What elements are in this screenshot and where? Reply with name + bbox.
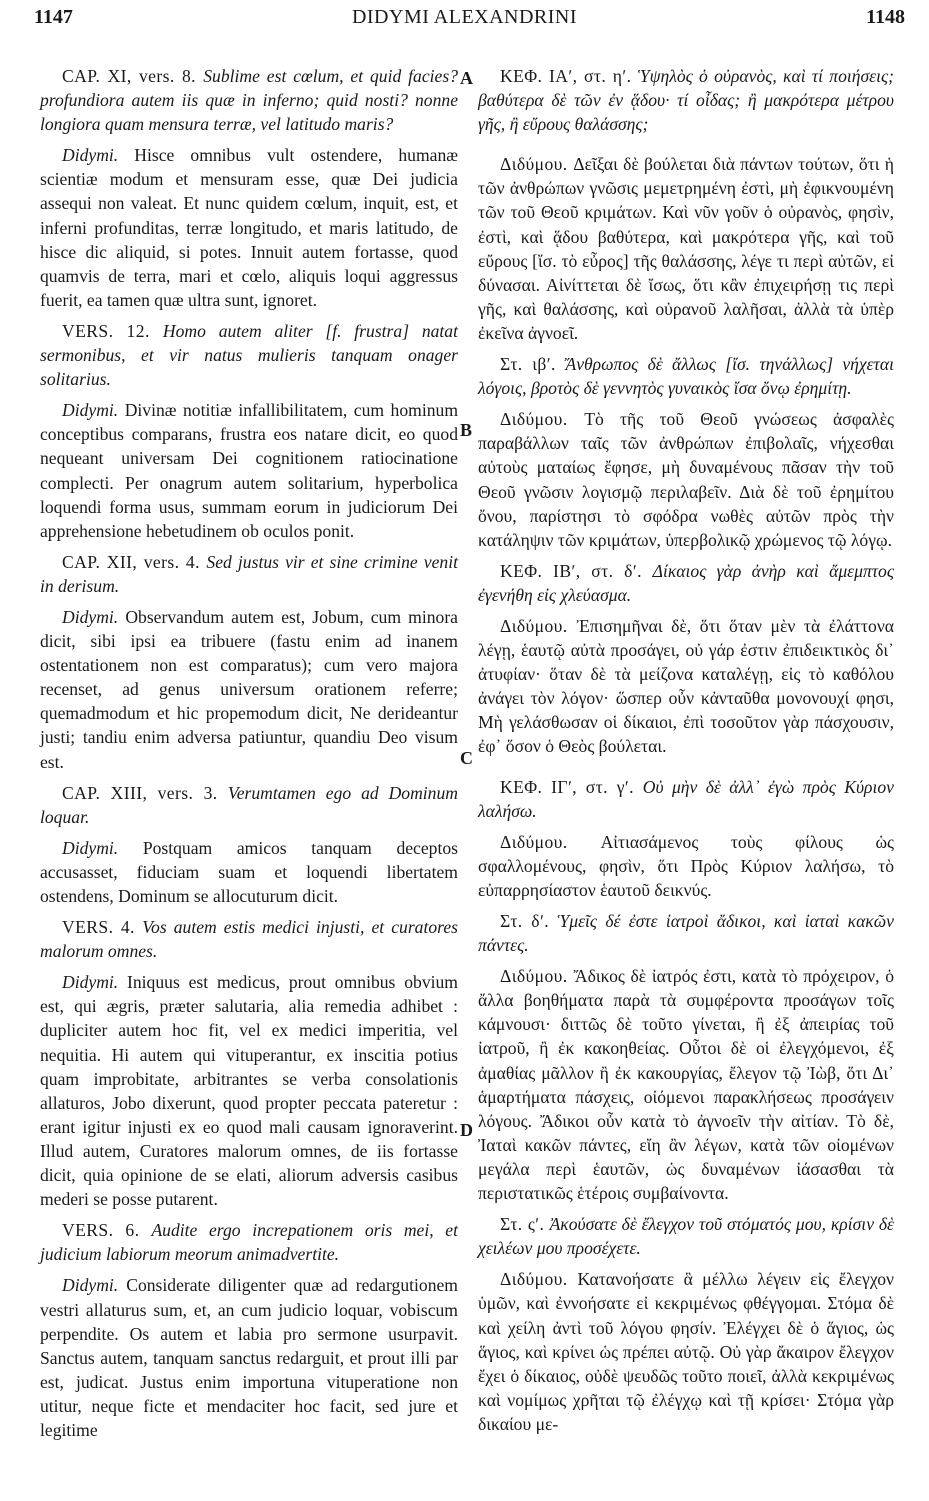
margin-letter-c: C bbox=[460, 748, 473, 768]
paragraph-lead: Διδύμου. bbox=[500, 831, 601, 852]
paragraph-body: Sublime est cœlum, et quid facies? profundiora autem iis quæ in inferno; quid nosti? nonne longiora quam mensura terræ, vel latitudo maris? bbox=[40, 66, 458, 135]
paragraph bbox=[40, 143, 458, 312]
paragraph bbox=[40, 781, 458, 829]
paragraph-lead: Στ. ςʹ. bbox=[500, 1214, 550, 1235]
paragraph-body: Ἄνθρωπος δὲ ἄλλως [ἴσ. τηνάλλως] νήχεται λόγοις, βροτὸς δὲ γεννητὸς γυναικὸς ἴσα ὄνῳ ἐρημίτῃ. bbox=[478, 354, 894, 399]
running-title: DIDYMI ALEXANDRINI bbox=[351, 6, 578, 28]
paragraph bbox=[478, 352, 894, 400]
paragraph bbox=[40, 970, 458, 1211]
paragraph-lead: Στ. δʹ. bbox=[500, 911, 558, 931]
paragraph bbox=[478, 614, 894, 759]
paragraph bbox=[478, 152, 894, 345]
paragraph-lead: Didymi. bbox=[62, 837, 143, 858]
paragraph bbox=[40, 319, 458, 391]
paragraph bbox=[478, 830, 894, 902]
paragraph-body: Iniquus est medicus, prout omnibus obvium est, qui ægris, præter salutaria, alia remedia adhibet : dupliciter autem hoc fit, vel ex medici imperitia, vel nequitia. Hi autem qui vituperantur, ex inscitia potius quam improbitate, arbitrantes se verba consolationis allaturos, Jobo dixerunt, quod propter peccata pateretur : erant igitur injusti ex eo quod mali causam ignoraverint. Illud autem, Curatores malorum omnes, de iis fortasse dicit, quia opinione de se elati, aliorum adversis casibus mederi se posse putarent. bbox=[40, 972, 458, 1210]
margin-letter-a: A bbox=[460, 68, 473, 88]
paragraph-lead: Διδύμου. bbox=[500, 966, 574, 987]
paragraph-lead: VERS. 12. bbox=[62, 320, 163, 341]
paragraph-body: Observandum autem est, Jobum, cum minora dicit, sibi ipsi ea tribuere (fastu enim ad inanem ostentationem non est comparatus); cum vero majora recenset, ad genus universum orationem referre; quemadmodum et hic propemodum dicit, Ne derideantur justi; tandiu enim adversa patiuntur, quandiu Deo visum est. bbox=[40, 606, 458, 772]
margin-letter-b: B bbox=[460, 420, 473, 440]
paragraph bbox=[40, 550, 458, 598]
paragraph-body: Considerate diligenter quæ ad redargutionem vestri allaturus sum, et, an cum judicio loquar, vobiscum perpendite. Os autem et labia pro sermone usurpavit. Sanctus autem, tanquam sanctus redarguit, et prout illi par est, judicat. Justus enim importuna vituperatione non utitur, neque ficte et mendaciter hoc facit, sed jure et legitime bbox=[40, 1275, 458, 1440]
paragraph-lead: ΚΕΦ. ΙΑʹ, στ. ηʹ. bbox=[500, 66, 639, 86]
margin-letter-d: D bbox=[460, 1120, 473, 1140]
paragraph-lead: CAP. XIII, vers. 3. bbox=[62, 782, 228, 803]
paragraph-body: Divinæ notitiæ infallibilitatem, cum hominum conceptibus comparans, frustra eos natare dicit, eo quod nequeant universam Dei cognitionem ratiocinatione complecti. Per onagrum autem solitarium, hyperbolica loquendi forma usus, summam eorum in judiciorum Dei apprehensione hebetudinem ob oculos ponit. bbox=[40, 400, 459, 541]
paragraph-body: Ὑψηλὸς ὁ οὐρανὸς, καὶ τί ποιήσεις; βαθύτερα δὲ τῶν ἐν ᾅδου· τί οἶδας; ἢ μακρότερα μέτρου γῆς, ἢ εὔρους θαλάσσης; bbox=[478, 66, 894, 135]
paragraph-body: Audite ergo increpationem oris mei, et judicium labiorum meorum animadvertite. bbox=[40, 1220, 458, 1265]
page-number-left: 1147 bbox=[34, 6, 73, 28]
paragraph-lead: Didymi. bbox=[62, 972, 128, 993]
paragraph bbox=[478, 775, 894, 823]
paragraph-lead: CAP. XII, vers. 4. bbox=[62, 551, 207, 572]
paragraph-lead: Διδύμου. bbox=[500, 1269, 578, 1290]
paragraph bbox=[478, 964, 894, 1205]
paragraph-lead: ΚΕΦ. ΙΒʹ, στ. δʹ. bbox=[500, 560, 653, 581]
paragraph bbox=[478, 64, 894, 136]
paragraph-body: Ἀκούσατε δὲ ἔλεγχον τοῦ στόματός μου, κρίσιν δὲ χειλέων μου προσέχετε. bbox=[478, 1214, 894, 1259]
latin-column bbox=[40, 64, 458, 1449]
paragraph-body: Ἐπισημῆναι δὲ, ὅτι ὅταν μὲν τὰ ἐλάττονα λέγῃ, ἑαυτῷ αὐτὰ προσάγει, οὐ γάρ ἐστιν ἐπιδεικτικὸς δι᾽ ἀτυφίαν· ὅταν δὲ τὰ μείζονα καταλέγῃ, εἰς τὸ καθόλου ἀνάγει τὸν λόγον· ὥσπερ οὖν κἀνταῦθα μονονουχί φησι, Μὴ γελάσθωσαν οἱ δίκαιοι, ἐπὶ τοσοῦτον γὰρ πάσχουσιν, ἐφ᾽ ὅσον ὁ Θεὸς βούλεται. bbox=[478, 615, 894, 757]
paragraph-lead: Διδύμου. bbox=[500, 154, 574, 175]
paragraph bbox=[478, 407, 894, 552]
paragraph-lead: Didymi. bbox=[62, 400, 125, 421]
paragraph-body: Δεῖξαι δὲ βούλεται διὰ πάντων τούτων, ὅτι ἡ τῶν ἀνθρώπων γνῶσις μεμετρημένη ἐστὶ, μὴ ἐφικνουμένη τῶν τοῦ Θεοῦ κριμάτων. Καὶ νῦν γοῦν ὁ οὐρανὸς, φησὶν, ἐστὶ, καὶ ᾅδου βαθύτερα, καὶ μακρότερα γῆς, καὶ τοῦ εὔρους [ἴσ. τὸ εὖρος] τῆς θαλάσσης, λέγε τι περὶ αὐτῶν, εἰ δύνασαι. Αἰνίττεται δὲ ἴσως, ὅτι κἂν ἐπιχειρήσῃ τις περὶ γῆς, καὶ θαλάσσης, καὶ οὐρανοῦ λαλῆσαι, ἀλλὰ τὰ ὑπὲρ ἐκεῖνα ἀγνοεῖ. bbox=[478, 154, 894, 343]
paragraph-lead: VERS. 4. bbox=[62, 917, 143, 938]
paragraph-lead: Διδύμου. bbox=[500, 409, 585, 430]
paragraph-lead: CAP. XI, vers. 8. bbox=[62, 66, 204, 86]
paragraph-body: Κατανοήσατε ἃ μέλλω λέγειν εἰς ἔλεγχον ὑμῶν, καὶ ἐννοήσατε εἰ κεκριμένως φθέγγομαι. Στόμα δὲ καὶ χείλη ἀντὶ τοῦ λόγου φησίν. Ἐλέγχει δὲ ὁ ἅγιος, ὡς ἅγιος, καὶ κρίνει ὡς πρέπει αὐτῷ. Οὐ γὰρ ἄκαιρον ἔλεγχον ἔχει ὁ δίκαιος, οὐδὲ ψευδῶς τοῦτο ποιεῖ, ἀλλὰ κεκριμένως καὶ νομίμως χρῆται τῷ ἐλέγχῳ καὶ τῇ κρίσει· Στόμα γὰρ δικαίου με- bbox=[478, 1269, 895, 1434]
paragraph-body: Sed justus vir et sine crimine venit in derisum. bbox=[40, 551, 458, 596]
page-header bbox=[0, 2, 929, 36]
paragraph-lead: Didymi. bbox=[62, 606, 126, 627]
paragraph-lead: Didymi. bbox=[62, 145, 135, 166]
paragraph-lead: Didymi. bbox=[62, 1275, 127, 1296]
paragraph-body: Αἰτιασάμενος τοὺς φίλους ὡς σφαλλομένους, φησὶν, ὅτι Πρὸς Κύριον λαλήσω, τὸ εὐπαρρησίαστον ἑαυτοῦ δεικνύς. bbox=[478, 831, 894, 900]
paragraph-lead: ΚΕΦ. ΙΓʹ, στ. γʹ. bbox=[500, 776, 643, 797]
paragraph-body: Οὐ μὴν δὲ ἀλλ᾽ ἐγὼ πρὸς Κύριον λαλήσω. bbox=[478, 776, 894, 821]
paragraph-lead: VERS. 6. bbox=[62, 1220, 152, 1241]
paragraph bbox=[40, 1273, 458, 1442]
paragraph bbox=[40, 605, 458, 774]
paragraph bbox=[40, 836, 458, 908]
paragraph-body: Hisce omnibus vult ostendere, humanæ scientiæ modum et mensuram esse, quæ Dei judicia assequi non valeat. Et nunc quidem cœlum, inquit, est, et inferni profunditas, terræ longitudo, et maris latitudo, de hisce dic aliquid, si potes. Innuit autem fortasse, quod quamvis de terra, mari et cœlo, aliquis loqui aggressus fuerit, ea tamen quæ ultra sunt, ignoret. bbox=[40, 145, 458, 310]
paragraph-body: Τὸ τῆς τοῦ Θεοῦ γνώσεως ἀσφαλὲς παραβάλλων ταῖς τῶν ἀνθρώπων ἐπιβολαῖς, νήχεσθαι αὐτοὺς ματαίως ἔφησε, μὴ δυναμένους πᾶσαν τὴν τοῦ Θεοῦ γνῶσιν λογισμῷ περιλαβεῖν. Διὰ δὲ τοῦ ἐρημίτου ὄνου, παρίστησι τὸ σφόδρα νωθὲς αὐτῶν πρὸς τὴν κατάληψιν τῶν κριμάτων, ὑπερβολικῷ χρώμενος τῷ λόγῳ. bbox=[478, 409, 894, 550]
paragraph-lead: Διδύμου. bbox=[500, 615, 577, 636]
paragraph-body: Postquam amicos tanquam deceptos accusasset, fiduciam suam et loquendi libertatem ostendens, Dominum se allocuturum dicit. bbox=[40, 837, 459, 906]
paragraph bbox=[478, 559, 894, 607]
paragraph bbox=[478, 1267, 894, 1436]
paragraph bbox=[478, 1212, 894, 1260]
greek-column bbox=[478, 64, 894, 1443]
paragraph-body: Vos autem estis medici injusti, et curatores malorum omnes. bbox=[40, 917, 459, 962]
paragraph bbox=[40, 1218, 458, 1266]
paragraph bbox=[478, 909, 894, 957]
paragraph bbox=[40, 915, 458, 963]
paragraph-body: Ὑμεῖς δέ ἐστε ἰατροὶ ἄδικοι, καὶ ἰαταὶ κακῶν πάντες. bbox=[478, 911, 894, 956]
page-number-right: 1148 bbox=[866, 6, 905, 28]
paragraph-body: Δίκαιος γὰρ ἀνὴρ καὶ ἄμεμπτος ἐγενήθη εἰς χλεύασμα. bbox=[478, 560, 894, 605]
paragraph bbox=[40, 398, 458, 543]
paragraph-body: Homo autem aliter [f. frustra] natat sermonibus, et vir natus mulieris tanquam onager solitarius. bbox=[40, 320, 458, 390]
paragraph-lead: Στ. ιβʹ. bbox=[500, 354, 566, 375]
paragraph-body: Verumtamen ego ad Dominum loquar. bbox=[40, 782, 458, 827]
paragraph-body: Ἄδικος δὲ ἰατρός ἐστι, κατὰ τὸ πρόχειρον, ὁ ἄλλα βοηθήματα παρὰ τὰ συμφέροντα προσάγων τοῖς κάμνουσι· διττῶς δὲ τοῦτο γίνεται, ἢ ἐξ ἀπειρίας τοῦ ἰατροῦ, ἢ ἐκ κακοηθείας. Οὗτοι δὲ οἱ ἐλεγχόμενοι, ἐξ ἀμαθίας μᾶλλον ἢ ἐκ κακουργίας, ἔλεγον τῷ Ἰὼβ, ὅτι Δι᾽ ἁμαρτήματα πάσχεις, οἰόμενοι παρακλήσεως προσάγειν λόγους. Ἄδικοι οὖν κατὰ τὸ ἀγνοεῖν τὴν αἰτίαν. Τὸ δὲ, Ἰαταὶ κακῶν πάντες, εἴη ἂν λέγων, κατὰ τῶν οἰομένων μεγάλα περὶ ἑαυτῶν, ὡς δυναμένων ἰάσασθαι τὰ περιστατικῶς ἑτέροις συμβαίνοντα. bbox=[478, 966, 894, 1204]
paragraph bbox=[40, 64, 458, 136]
